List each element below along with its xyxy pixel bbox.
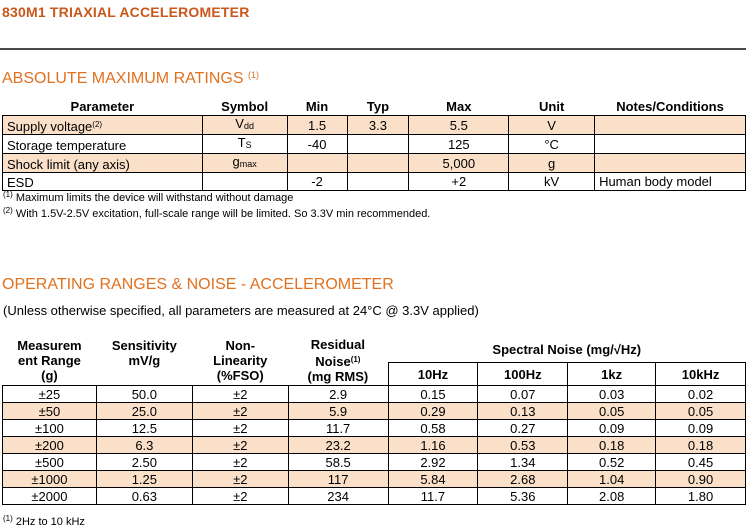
- cell-typ: [347, 135, 409, 154]
- cell-noise-100hz: 0.27: [478, 420, 568, 437]
- cell-noise-1khz: 0.03: [568, 386, 656, 403]
- cell-noise-10khz: 0.18: [656, 437, 746, 454]
- noise-row: [3, 403, 746, 420]
- cell-noise-100hz: 1.34: [478, 454, 568, 471]
- cell-noise-1khz: 0.52: [568, 454, 656, 471]
- abs-max-table: [2, 98, 746, 191]
- cell-nonlinearity: ±2: [192, 454, 288, 471]
- cell-residual-noise: 2.9: [288, 386, 388, 403]
- cell-typ: 3.3: [347, 116, 409, 135]
- cell-noise-1khz: 1.04: [568, 471, 656, 488]
- title-divider: [0, 48, 746, 50]
- cell-range: ±50: [3, 403, 97, 420]
- cell-range: ±2000: [3, 488, 97, 505]
- cell-notes: Human body model: [595, 173, 746, 191]
- cell-notes: [595, 116, 746, 135]
- cell-noise-1khz: 0.18: [568, 437, 656, 454]
- cell-range: ±25: [3, 386, 97, 403]
- abs-footnote-1: $^{(1)}$ Maximum limits the device will withstand without damage: [3, 190, 294, 204]
- cell-noise-10hz: 0.58: [388, 420, 478, 437]
- header-residual-noise: Residual Noise$^{(1)}$ (mg RMS): [288, 336, 388, 386]
- cell-typ: [347, 173, 409, 191]
- header-10khz: 10kHz: [656, 363, 746, 386]
- cell-max: +2: [409, 173, 509, 191]
- cell-min: [287, 154, 347, 173]
- cell-nonlinearity: ±2: [192, 386, 288, 403]
- cell-symbol: [202, 173, 287, 191]
- cell-range: ±200: [3, 437, 97, 454]
- cell-range: ±500: [3, 454, 97, 471]
- cell-symbol: Vdd: [202, 116, 287, 135]
- header-sensitivity: Sensitivity mV/g: [96, 336, 192, 386]
- cell-residual-noise: 234: [288, 488, 388, 505]
- cell-unit: g: [509, 154, 595, 173]
- noise-row: [3, 454, 746, 471]
- cell-noise-1khz: 2.08: [568, 488, 656, 505]
- header-typ: Typ: [347, 98, 409, 116]
- cell-symbol: TS: [202, 135, 287, 154]
- cell-noise-10khz: 0.90: [656, 471, 746, 488]
- header-range: Measurem ent Range (g): [3, 336, 97, 386]
- cell-noise-10khz: 0.45: [656, 454, 746, 471]
- header-parameter: Parameter: [3, 98, 203, 116]
- cell-noise-10khz: 0.09: [656, 420, 746, 437]
- abs-row: [3, 116, 746, 135]
- header-1khz: 1kz: [568, 363, 656, 386]
- cell-sensitivity: 0.63: [96, 488, 192, 505]
- cell-max: 125: [409, 135, 509, 154]
- header-notes: Notes/Conditions: [595, 98, 746, 116]
- cell-sensitivity: 6.3: [96, 437, 192, 454]
- header-100hz: 100Hz: [478, 363, 568, 386]
- noise-footnote: $^{(1)}$ 2Hz to 10 kHz: [3, 514, 85, 528]
- header-nonlinearity: Non- Linearity (%FSO): [192, 336, 288, 386]
- cell-parameter: Shock limit (any axis): [3, 154, 203, 173]
- cell-residual-noise: 23.2: [288, 437, 388, 454]
- cell-nonlinearity: ±2: [192, 437, 288, 454]
- cell-residual-noise: 117: [288, 471, 388, 488]
- header-symbol: Symbol: [202, 98, 287, 116]
- cell-sensitivity: 2.50: [96, 454, 192, 471]
- cell-residual-noise: 5.9: [288, 403, 388, 420]
- cell-symbol: gmax: [202, 154, 287, 173]
- cell-parameter: ESD: [3, 173, 203, 191]
- cell-noise-100hz: 0.13: [478, 403, 568, 420]
- cell-sensitivity: 25.0: [96, 403, 192, 420]
- cell-noise-10khz: 0.05: [656, 403, 746, 420]
- cell-parameter: Supply voltage$^{(2)}$: [3, 116, 203, 135]
- header-min: Min: [287, 98, 347, 116]
- cell-unit: V: [509, 116, 595, 135]
- cell-unit: kV: [509, 173, 595, 191]
- cell-min: -2: [287, 173, 347, 191]
- cell-typ: [347, 154, 409, 173]
- cell-nonlinearity: ±2: [192, 420, 288, 437]
- cell-nonlinearity: ±2: [192, 471, 288, 488]
- cell-nonlinearity: ±2: [192, 488, 288, 505]
- cell-residual-noise: 58.5: [288, 454, 388, 471]
- cell-range: ±1000: [3, 471, 97, 488]
- cell-noise-10khz: 0.02: [656, 386, 746, 403]
- cell-nonlinearity: ±2: [192, 403, 288, 420]
- cell-sensitivity: 1.25: [96, 471, 192, 488]
- cell-noise-100hz: 2.68: [478, 471, 568, 488]
- cell-noise-10hz: 0.15: [388, 386, 478, 403]
- cell-notes: [595, 135, 746, 154]
- cell-noise-1khz: 0.09: [568, 420, 656, 437]
- cell-noise-10hz: 1.16: [388, 437, 478, 454]
- cell-noise-10hz: 2.92: [388, 454, 478, 471]
- abs-footnote-2: $^{(2)}$ With 1.5V-2.5V excitation, full-scale range will be limited. So 3.3V min recommended.: [3, 206, 431, 220]
- cell-max: 5,000: [409, 154, 509, 173]
- cell-noise-1khz: 0.05: [568, 403, 656, 420]
- cell-parameter: Storage temperature: [3, 135, 203, 154]
- abs-row: [3, 135, 746, 154]
- measurement-conditions-note: (Unless otherwise specified, all parameters are measured at 24°C @ 3.3V applied): [3, 303, 479, 318]
- header-spectral-noise: Spectral Noise (mg/√Hz): [492, 341, 642, 357]
- noise-table: [2, 336, 746, 505]
- header-10hz: 10Hz: [388, 363, 478, 386]
- noise-row: [3, 420, 746, 437]
- cell-sensitivity: 50.0: [96, 386, 192, 403]
- noise-row: [3, 471, 746, 488]
- cell-noise-100hz: 0.53: [478, 437, 568, 454]
- cell-unit: °C: [509, 135, 595, 154]
- abs-header-row: [3, 98, 746, 116]
- cell-notes: [595, 154, 746, 173]
- noise-row: [3, 488, 746, 505]
- cell-range: ±100: [3, 420, 97, 437]
- cell-min: -40: [287, 135, 347, 154]
- cell-sensitivity: 12.5: [96, 420, 192, 437]
- abs-row: [3, 173, 746, 191]
- noise-row: [3, 386, 746, 403]
- cell-noise-10khz: 1.80: [656, 488, 746, 505]
- noise-row: [3, 437, 746, 454]
- noise-heading: OPERATING RANGES & NOISE - ACCELEROMETER: [2, 276, 394, 293]
- cell-noise-10hz: 11.7: [388, 488, 478, 505]
- cell-noise-10hz: 0.29: [388, 403, 478, 420]
- header-unit: Unit: [509, 98, 595, 116]
- cell-noise-100hz: 0.07: [478, 386, 568, 403]
- header-max: Max: [409, 98, 509, 116]
- cell-noise-100hz: 5.36: [478, 488, 568, 505]
- cell-residual-noise: 11.7: [288, 420, 388, 437]
- cell-max: 5.5: [409, 116, 509, 135]
- abs-row: [3, 154, 746, 173]
- abs-max-heading: ABSOLUTE MAXIMUM RATINGS $^{(1)}$: [2, 70, 259, 87]
- cell-noise-10hz: 5.84: [388, 471, 478, 488]
- document-title: 830M1 TRIAXIAL ACCELEROMETER: [2, 4, 250, 20]
- cell-min: 1.5: [287, 116, 347, 135]
